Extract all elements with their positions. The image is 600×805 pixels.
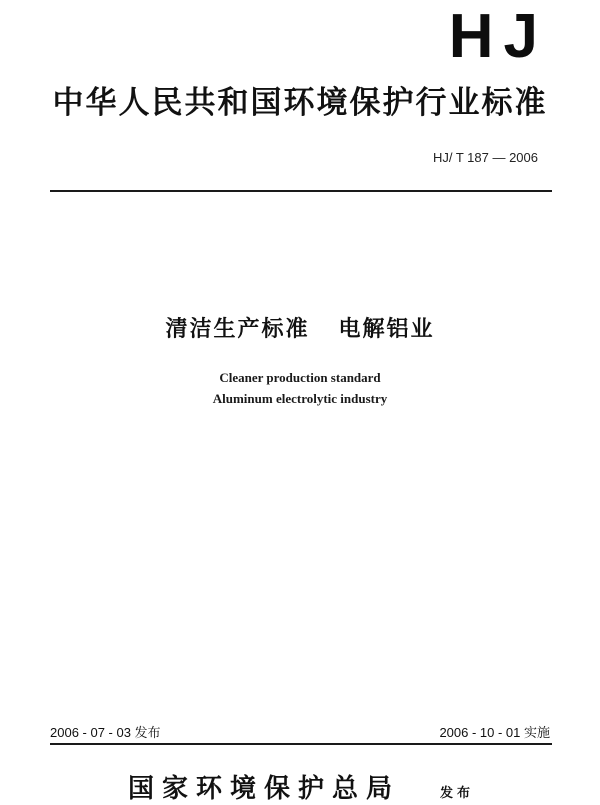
document-title-en-line1: Cleaner production standard	[219, 370, 381, 385]
org-standard-title: 中华人民共和国环境保护行业标准	[52, 85, 548, 121]
publish-label: 发布	[440, 786, 475, 801]
hj-logo: HJ	[448, 2, 548, 71]
bottom-divider	[50, 743, 552, 745]
document-title-en-line2: Aluminum electrolytic industry	[212, 391, 388, 406]
standard-code: HJ/ T 187 — 2006	[432, 150, 538, 165]
top-divider	[50, 190, 552, 192]
effective-date: 2006 - 10 - 01 实施	[439, 725, 550, 740]
document-title-cn: 清洁生产标准 电解铝业	[165, 317, 435, 342]
issue-date: 2006 - 07 - 03 发布	[50, 725, 161, 740]
publisher-name: 国家环境保护总局	[128, 774, 401, 804]
